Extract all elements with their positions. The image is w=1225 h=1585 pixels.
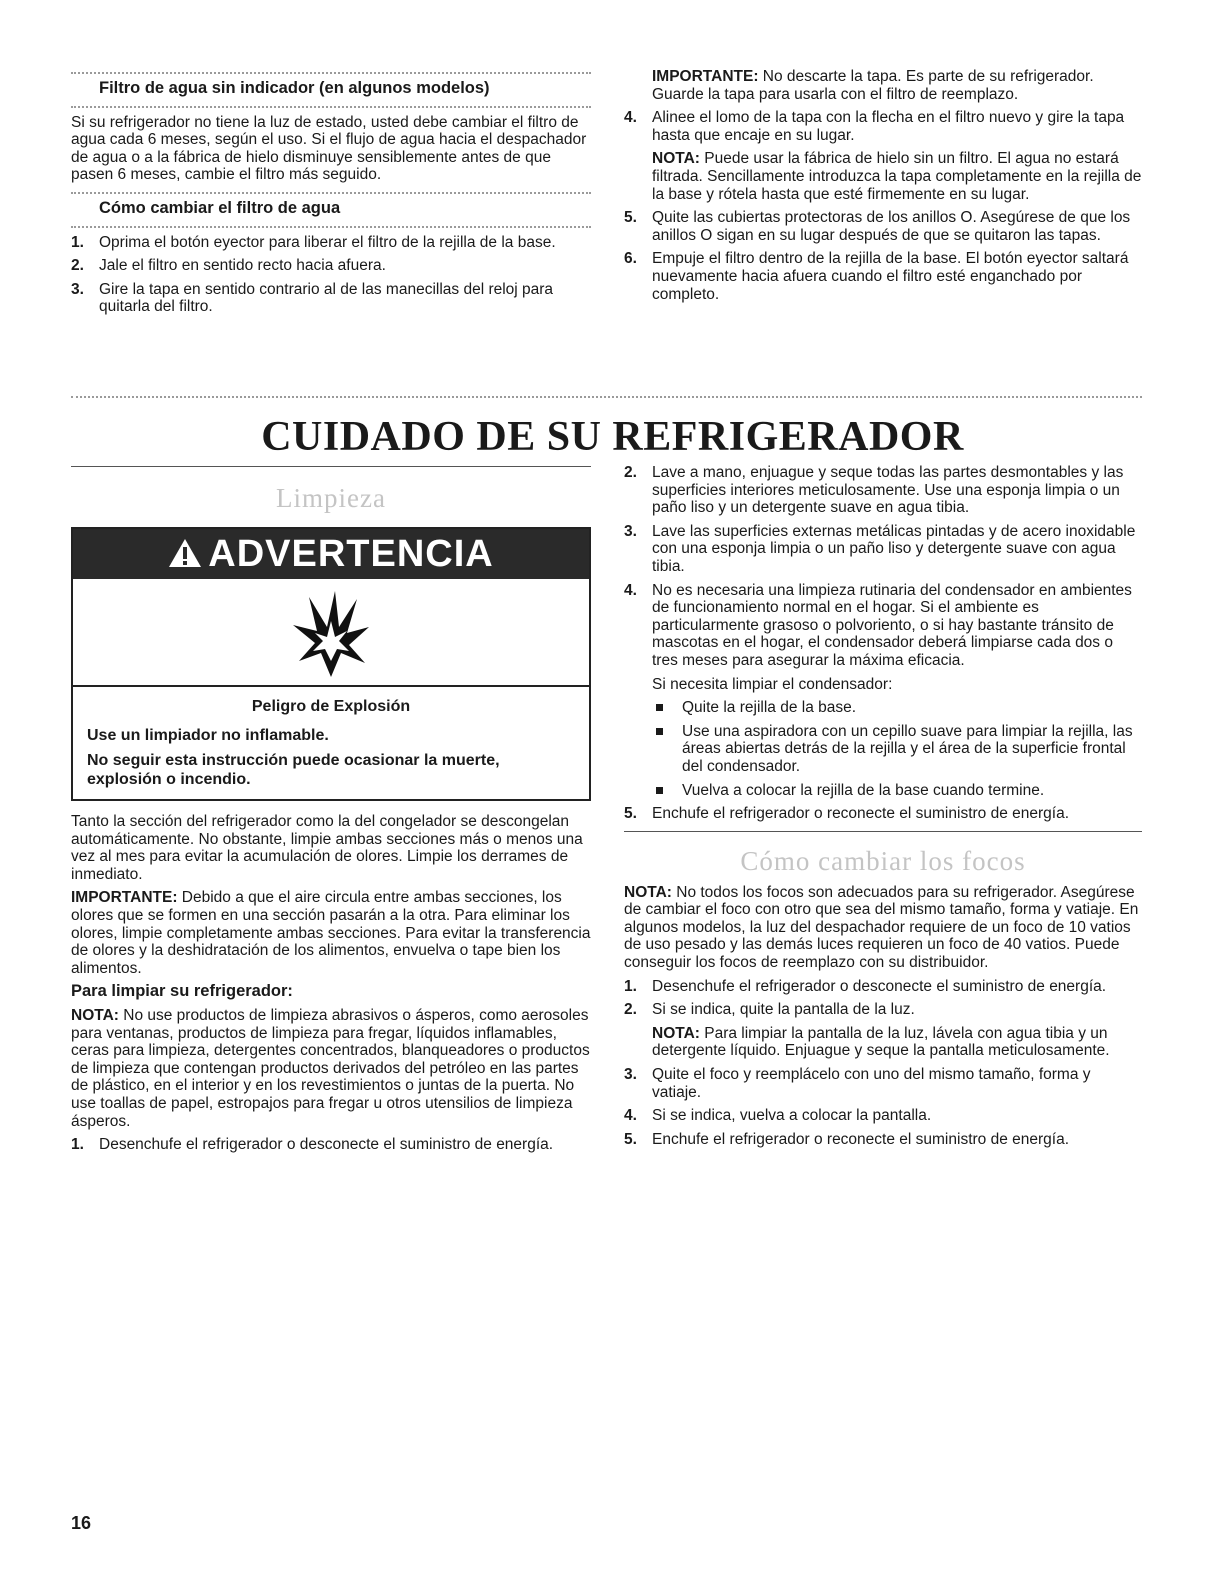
- explosion-icon: [291, 591, 371, 677]
- bullet-text: Use una aspiradora con un cepillo suave para limpiar la rejilla, las áreas abiertas detrás de la rejilla y el área de la superficie frontal del condensador.: [682, 722, 1133, 775]
- list-item: [624, 209, 1142, 244]
- list-item: [624, 523, 1142, 576]
- important-cap-note: [624, 68, 1142, 103]
- warning-banner-text: ADVERTENCIA: [208, 533, 494, 575]
- note-label: NOTA:: [652, 1024, 700, 1042]
- step-number: 4.: [624, 581, 637, 599]
- bullet-square-icon: [656, 728, 663, 735]
- step-text: Desenchufe el refrigerador o desconecte el suministro de energía.: [652, 977, 1107, 995]
- page-title: CUIDADO DE SU REFRIGERADOR: [261, 414, 964, 460]
- bullet-square-icon: [656, 787, 663, 794]
- step-number: 5.: [624, 209, 637, 227]
- heading-change-filter: Cómo cambiar el filtro de agua: [71, 192, 591, 228]
- condenser-intro: Si necesita limpiar el condensador:: [652, 675, 893, 693]
- important-label: IMPORTANTE:: [652, 68, 759, 85]
- important-text: Debido a que el aire circula entre ambas secciones, los olores que se formen en una sección pasarán a la otra. Para eliminar los olores, limpie completamente ambas secciones. Para evitar la transferencia de olores y la deshidratación de los alimentos, envuelva o tape bien los alimentos.: [71, 889, 591, 977]
- step-number: 5.: [624, 1130, 637, 1148]
- step-number: 1.: [71, 233, 84, 251]
- warning-line-2: No seguir esta instrucción puede ocasionar la muerte, explosión o incendio.: [87, 752, 500, 788]
- heading-cleaning: Limpieza: [276, 483, 386, 513]
- heading-rule: [71, 466, 591, 467]
- warning-banner: [73, 529, 589, 579]
- explosion-icon-area: [73, 579, 589, 687]
- hazard-title: Peligro de Explosión: [251, 698, 411, 715]
- note-label: NOTA:: [71, 1006, 119, 1024]
- page-number: 16: [71, 1513, 92, 1533]
- bullet-square-icon: [656, 704, 663, 711]
- paragraph-cleaning-note: [71, 1007, 591, 1130]
- paragraph-important-odors: [71, 889, 591, 977]
- list-item: [624, 1066, 1142, 1101]
- list-item: [71, 281, 591, 316]
- step-number: 4.: [624, 109, 637, 127]
- step-text: Lave a mano, enjuague y seque todas las partes desmontables y las superficies interiores meticulosamente. Use una esponja limpia o un paño liso y un detergente suave en agua tibia.: [652, 464, 1124, 517]
- step-note: [652, 150, 1142, 203]
- step-number: 1.: [71, 1136, 84, 1154]
- heading-change-bulbs: Cómo cambiar los focos: [740, 845, 1026, 876]
- section-divider: [71, 396, 1142, 398]
- warning-box: [71, 527, 591, 801]
- step-text: Desenchufe el refrigerador o desconecte el suministro de energía.: [99, 1136, 554, 1154]
- warning-line-1: Use un limpiador no inflamable.: [87, 727, 329, 744]
- note-text: Puede usar la fábrica de hielo sin un filtro. El agua no estará filtrada. Sencillamente introduzca la tapa completamente en la rejilla de la base y rótela hasta que esté firmemente en su lugar.: [652, 150, 1142, 203]
- cleaning-steps: [71, 1136, 591, 1154]
- heading-clean-refrigerator: Para limpiar su refrigerador:: [71, 982, 293, 1001]
- important-text: No descarte la tapa. Es parte de su refrigerador. Guarde la tapa para usarla con el filtro de reemplazo.: [652, 68, 1094, 103]
- list-item: [624, 582, 1142, 800]
- step-text: Quite las cubiertas protectoras de los anillos O. Asegúrese de que los anillos O sigan en su lugar después de que se quitaron las tapas.: [652, 209, 1131, 244]
- list-item: [624, 250, 1142, 303]
- step-text: Si se indica, vuelva a colocar la pantalla.: [652, 1107, 932, 1125]
- step-text: Oprima el botón eyector para liberar el filtro de la rejilla de la base.: [99, 233, 556, 251]
- list-item: [71, 234, 591, 252]
- list-item: [652, 782, 1142, 800]
- list-item: [624, 1131, 1142, 1149]
- step-number: 2.: [624, 1001, 637, 1019]
- list-item: [652, 699, 1142, 717]
- list-item: [624, 464, 1142, 517]
- change-filter-steps: [71, 234, 591, 316]
- note-label: NOTA:: [624, 883, 672, 901]
- heading-filter-no-indicator: Filtro de agua sin indicador (en algunos modelos): [71, 72, 591, 108]
- warning-text: [73, 687, 589, 799]
- step-text: Enchufe el refrigerador o reconecte el suministro de energía.: [652, 1130, 1070, 1148]
- paragraph-defrost: Tanto la sección del refrigerador como la del congelador se descongelan automáticamente. No obstante, limpie ambas secciones más o menos una vez al mes para evitar la acumulación de olores. Limpie los derrames de inmediato.: [71, 813, 583, 883]
- step-number: 1.: [624, 977, 637, 995]
- cleaning-column-continued: [624, 464, 1142, 1154]
- bulb-steps: [624, 978, 1142, 1149]
- note-text: Para limpiar la pantalla de la luz, lávela con agua tibia y un detergente líquido. Enjuague y seque la pantalla meticulosamente.: [652, 1024, 1110, 1060]
- list-item: [624, 1107, 1142, 1125]
- paragraph-filter-no-indicator: Si su refrigerador no tiene la luz de estado, usted debe cambiar el filtro de agua cada 6 meses, según el uso. Si el flujo de agua hacia el despachador de agua o a la fábrica de hielo disminuye sensiblemente antes de que pasen 6 meses, cambie el filtro más seguido.: [71, 113, 587, 184]
- step-number: 3.: [624, 522, 637, 540]
- step-text: Empuje el filtro dentro de la rejilla de la base. El botón eyector saltará nuevamente hacia afuera cuando el filtro esté enganchado por completo.: [652, 250, 1129, 303]
- important-label: IMPORTANTE:: [71, 889, 178, 907]
- step-text: Enchufe el refrigerador o reconecte el suministro de energía.: [652, 805, 1070, 823]
- step-number: 3.: [71, 280, 84, 298]
- change-filter-steps-continued: [624, 109, 1142, 303]
- note-text: No use productos de limpieza abrasivos o ásperos, como aerosoles para ventanas, productos de limpieza para fregar, líquidos inflamables, ceras para limpieza, detergentes concentrados, blanqueadores o productos de limpieza que contengan productos derivados del petróleo en las partes de plástico, en el interior y en los revestimientos o juntas de la puerta. No use toallas de papel, estropajos para fregar u otros utensilios de limpieza ásperos.: [71, 1006, 590, 1130]
- step-text: Quite el foco y reemplácelo con uno del mismo tamaño, forma y vatiaje.: [652, 1066, 1091, 1101]
- bullet-text: Quite la rejilla de la base.: [682, 699, 857, 717]
- top-right-column: [624, 68, 1142, 309]
- note-label: NOTA:: [652, 150, 700, 168]
- step-number: 6.: [624, 250, 637, 268]
- warning-triangle-icon: [168, 531, 202, 581]
- condenser-bullets: [652, 699, 1142, 799]
- step-number: 3.: [624, 1066, 637, 1084]
- step-text: Jale el filtro en sentido recto hacia afuera.: [99, 257, 386, 275]
- step-text: No es necesaria una limpieza rutinaria del condensador en ambientes de funcionamiento normal en el hogar. Si el ambiente es particularmente grasoso o polvoriento, o si hay bastante tránsito de mascotas en el hogar, el condensador deberá limpiarse cada dos o tres meses para asegurar la máxima eficacia.: [652, 581, 1132, 669]
- list-item: [71, 1136, 591, 1154]
- note-text: No todos los focos son adecuados para su refrigerador. Asegúrese de cambiar el foco con otro que sea del mismo tamaño, forma y vatiaje. En algunos modelos, la luz del despachador requiere de un foco de 10 vatios de uso pesado y las demás luces requieren un foco de 40 vatios. Puede conseguir los focos de reemplazo con su distribuidor.: [624, 883, 1139, 972]
- step-number: 4.: [624, 1107, 637, 1125]
- bullet-text: Vuelva a colocar la rejilla de la base cuando termine.: [682, 781, 1045, 799]
- step-text: Gire la tapa en sentido contrario al de las manecillas del reloj para quitarla del filtro.: [99, 280, 554, 316]
- step-note: [652, 1025, 1142, 1060]
- list-item: [624, 1001, 1142, 1060]
- cleaning-column: [71, 466, 591, 1160]
- step-number: 2.: [71, 257, 84, 275]
- list-item: [624, 805, 1142, 823]
- step-number: 2.: [624, 464, 637, 481]
- step-number: 5.: [624, 805, 637, 823]
- step-text: Alinee el lomo de la tapa con la flecha en el filtro nuevo y gire la tapa hasta que encaje en su lugar.: [652, 109, 1125, 144]
- top-left-column: [71, 72, 591, 322]
- step-text: Si se indica, quite la pantalla de la luz.: [652, 1001, 915, 1019]
- heading-rule: [624, 831, 1142, 832]
- paragraph-bulb-note: [624, 884, 1142, 972]
- cleaning-steps-continued: [624, 464, 1142, 823]
- list-item: [652, 723, 1142, 776]
- list-item: [71, 257, 591, 275]
- list-item: [624, 978, 1142, 996]
- list-item: [624, 109, 1142, 203]
- step-text: Lave las superficies externas metálicas pintadas y de acero inoxidable con una esponja limpia o un paño liso y detergente suave con agua tibia.: [652, 522, 1136, 575]
